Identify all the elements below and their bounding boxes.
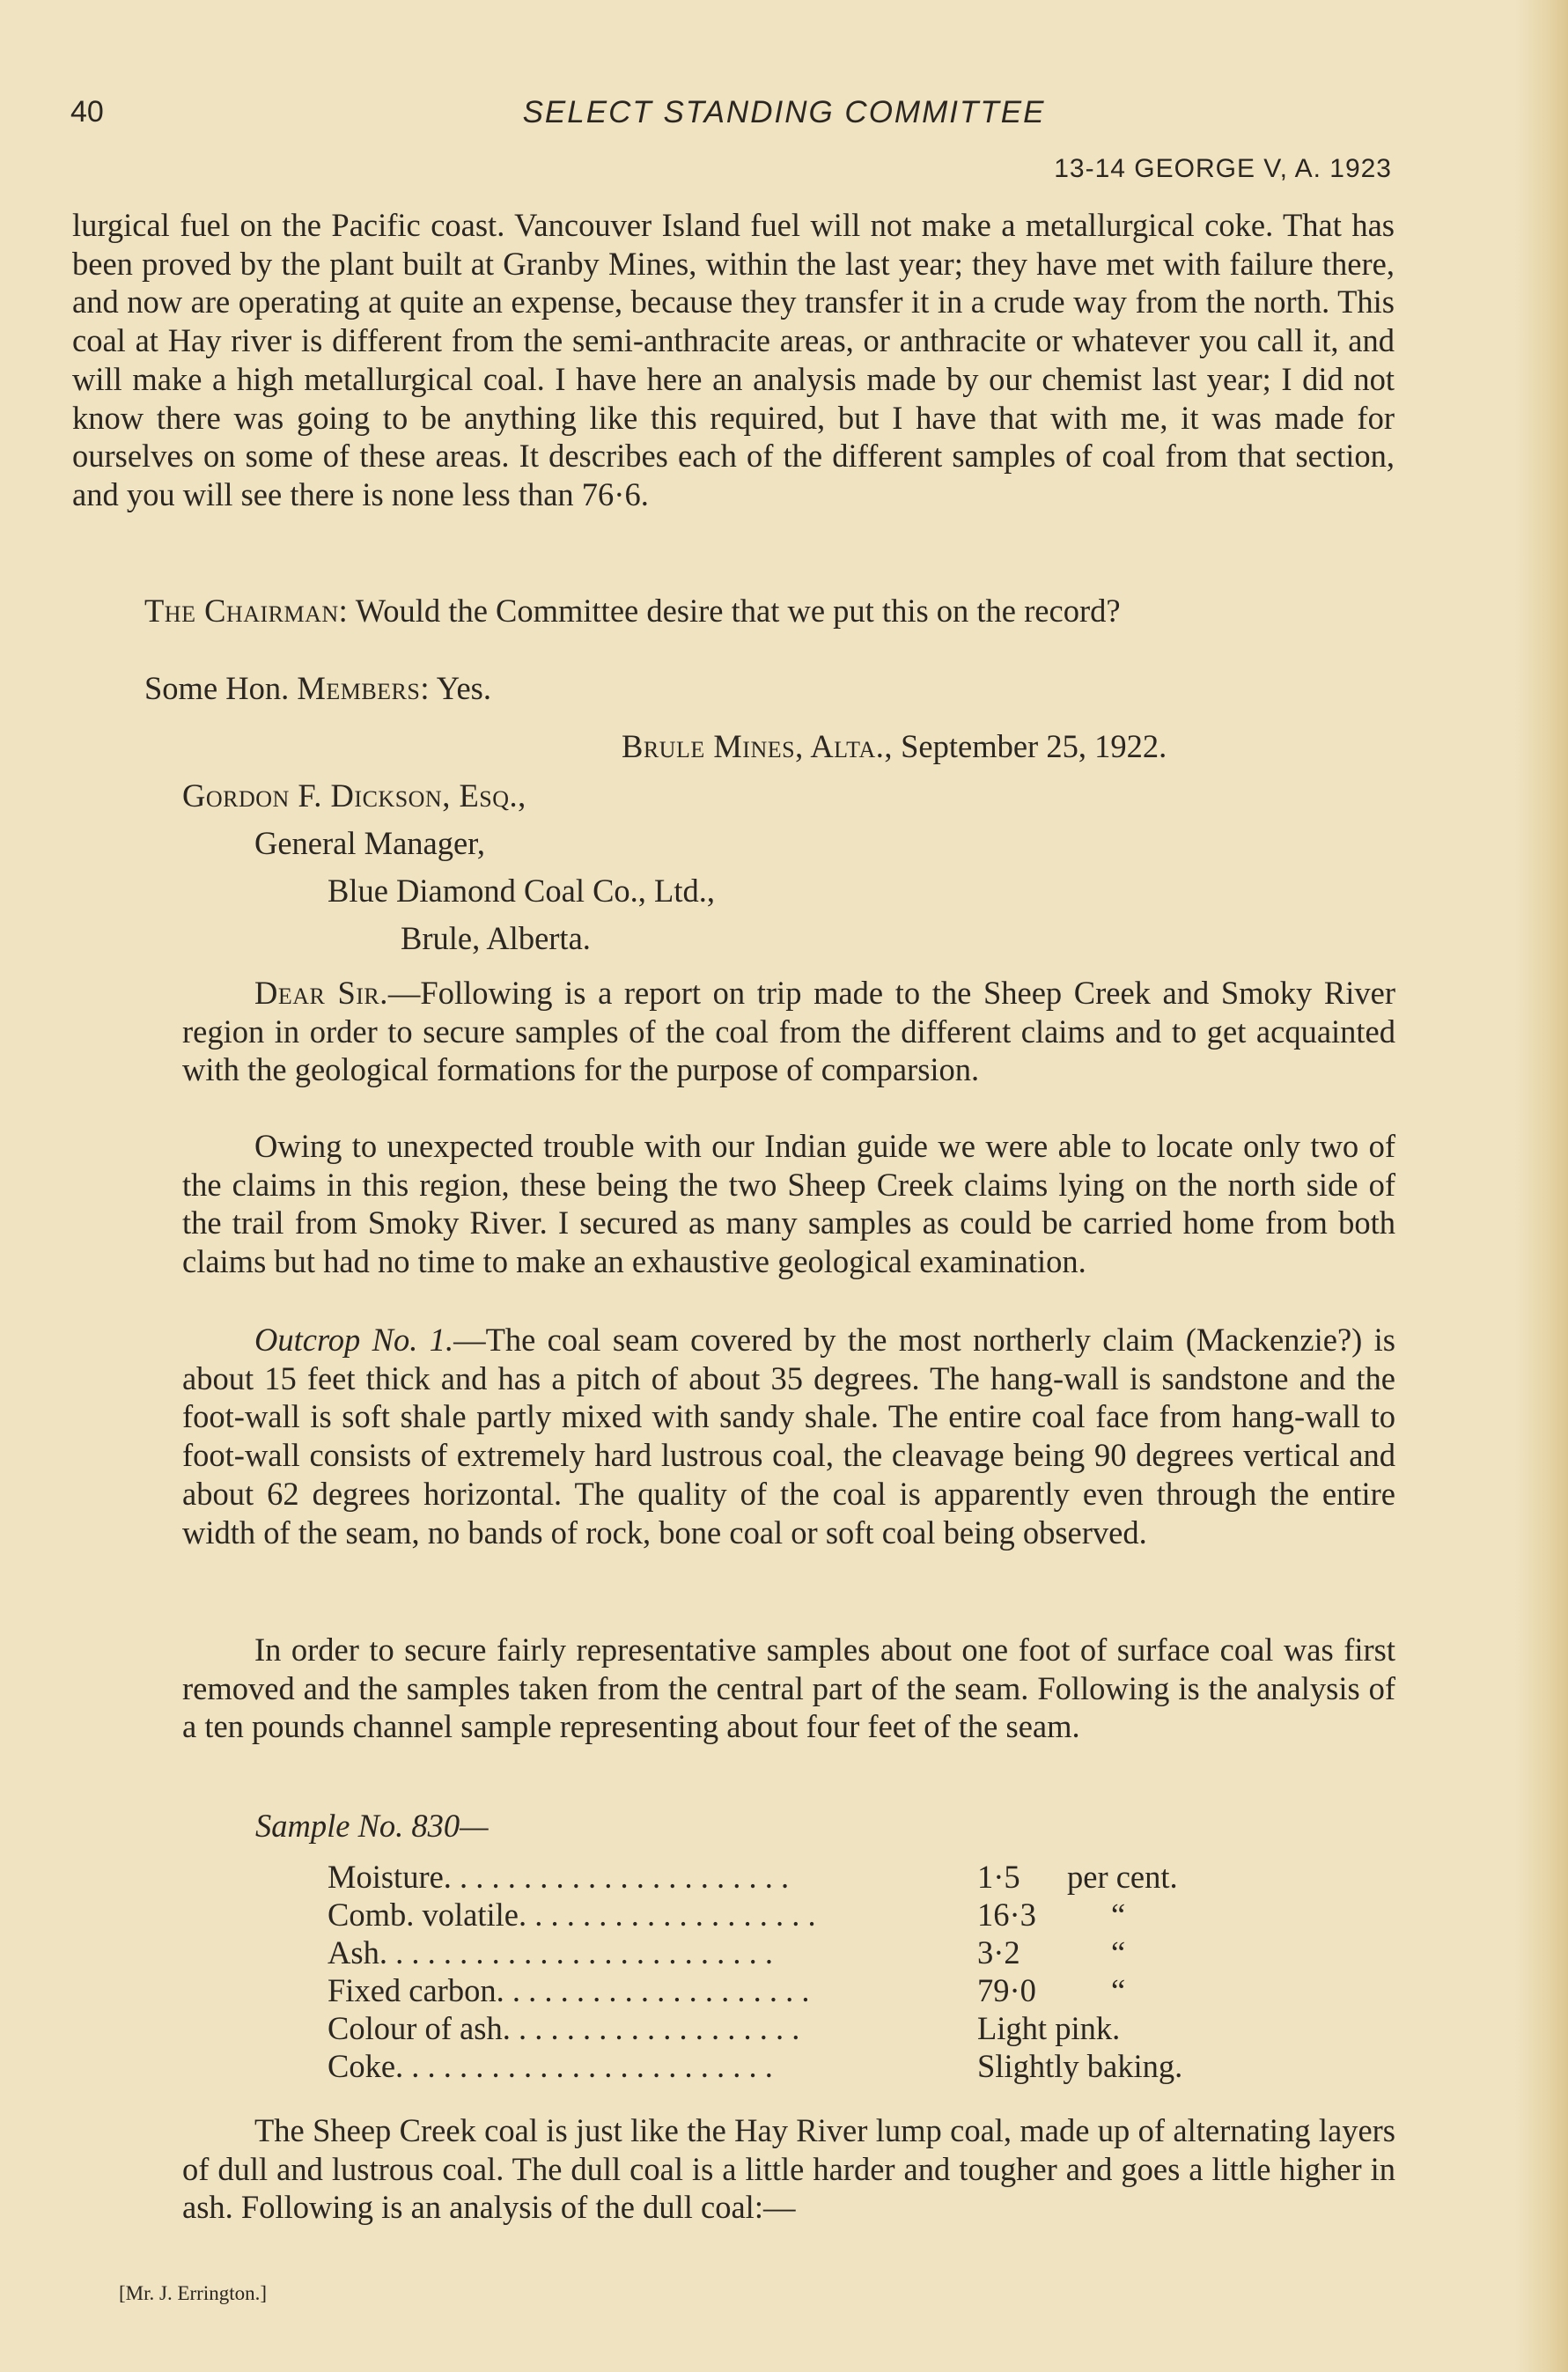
letter-paragraph-3 (182, 1321, 1395, 1551)
letter-dateline (622, 727, 1167, 766)
members-prefix: Some Hon. (144, 670, 298, 706)
page-edge-shadow (1515, 0, 1568, 2372)
analysis-label: Colour of ash. . . . . . . . . . . . . . . . . . . (328, 2010, 800, 2046)
members-remark: Yes. (430, 670, 492, 706)
letter-address-line-3: Brule, Alberta. (401, 920, 591, 956)
analysis-label: Coke. . . . . . . . . . . . . . . . . . . . . . . . (328, 2048, 773, 2084)
analysis-unit: “ (1111, 1897, 1126, 1933)
body-paragraph-chairman (72, 592, 1395, 630)
letter-salutation: Dear Sir. (254, 975, 388, 1011)
speaker-members: Members: (297, 670, 430, 706)
analysis-value: 1·5 (977, 1859, 1020, 1895)
letter-paragraph-2: Owing to unexpected trouble with our Indian guide we were able to locate only two of the claims in this region, these being the two Sheep Creek claims lying on the north side of the trail from Smoky River. I secured as many samples as could be carried home from both claims but had no time to make an exhaustive geological examination. (182, 1128, 1395, 1280)
letter-paragraph-5: The Sheep Creek coal is just like the Hay River lump coal, made up of alternating layers of dull and lustrous coal. The dull coal is a little harder and tougher and goes a little higher in ash. Following is an analysis of the dull coal:— (182, 2112, 1395, 2226)
analysis-value: 16·3 (977, 1897, 1036, 1933)
analysis-label: Fixed carbon. . . . . . . . . . . . . . . . . . . . (328, 1972, 810, 2008)
outcrop-heading: Outcrop No. 1. (254, 1322, 454, 1358)
speaker-chairman: The Chairman: (144, 593, 349, 629)
session-label: 13-14 GEORGE V, A. 1923 (1054, 154, 1392, 183)
letter-paragraph-3-text: —The coal seam covered by the most northerly claim (Mackenzie?) is about 15 feet thick and has a pitch of about 35 degrees. The hang-wall is sandstone and the foot-wall is soft shale partly mixed with sandy shale. The entire coal face from hang-wall to foot-wall consists of extremely hard lustrous coal, the cleavage being 90 degrees vertical and about 62 degrees horizontal. The quality of the coal is apparently even through the entire width of the seam, no bands of rock, bone coal or soft coal being observed. (182, 1322, 1395, 1551)
running-head: SELECT STANDING COMMITTEE (522, 95, 1046, 129)
analysis-unit: “ (1111, 1972, 1126, 2008)
letter-addressee: Gordon F. Dickson, Esq., (182, 777, 526, 814)
analysis-label: Comb. volatile. . . . . . . . . . . . . . . . . . . (328, 1897, 816, 1933)
analysis-value: 79·0 (977, 1972, 1036, 2008)
speaker-note: [Mr. J. Errington.] (119, 2282, 268, 2304)
letter-address-line-2: Blue Diamond Coal Co., Ltd., (328, 873, 715, 909)
body-paragraph-1: lurgical fuel on the Pacific coast. Vancouver Island fuel will not make a metallurgical coke. That has been proved by the plant built at Granby Mines, within the last year; they have met with failure there, and now are operating at quite an expense, because they transfer it in a crude way from the north. This coal at Hay river is different from the semi-anthracite areas, or anthracite or whatever you call it, and will make a high metallurgical coal. I have here an analysis made by our chemist last year; I did not know there was going to be anything like this required, but I have that with me, it was made for ourselves on some of these areas. It describes each of the different samples of coal from that section, and you will see there is none less than 76·6. (72, 207, 1395, 512)
analysis-unit: “ (1111, 1934, 1126, 1971)
letter-date: September 25, 1922. (893, 728, 1167, 764)
letter-paragraph-1 (182, 974, 1395, 1089)
body-paragraph-members (72, 669, 1395, 708)
letter-address-line-1: General Manager, (254, 825, 486, 861)
analysis-value: Light pink. (977, 2010, 1121, 2046)
letter-paragraph-1-text: —Following is a report on trip made to the Sheep Creek and Smoky River region in order to secure samples of the coal from the different claims and to get acquainted with the geological formations for the purpose of comparsion. (182, 975, 1395, 1088)
analysis-label: Moisture. . . . . . . . . . . . . . . . . . . . . . (328, 1859, 790, 1895)
sample-heading: Sample No. 830— (255, 1808, 489, 1844)
chairman-remark: Would the Committee desire that we put this on the record? (348, 593, 1121, 629)
letter-paragraph-4: In order to secure fairly representative samples about one foot of surface coal was first removed and the samples taken from the central part of the seam. Following is the analysis of a ten pounds channel sample representing about four feet of the seam. (182, 1632, 1395, 1745)
page-number: 40 (70, 95, 104, 129)
analysis-label: Ash. . . . . . . . . . . . . . . . . . . . . . . . . (328, 1934, 773, 1971)
analysis-unit: per cent. (1067, 1859, 1178, 1895)
analysis-value: Slightly baking. (977, 2048, 1183, 2084)
analysis-value: 3·2 (977, 1934, 1020, 1971)
letter-place: Brule Mines, Alta., (622, 728, 893, 764)
